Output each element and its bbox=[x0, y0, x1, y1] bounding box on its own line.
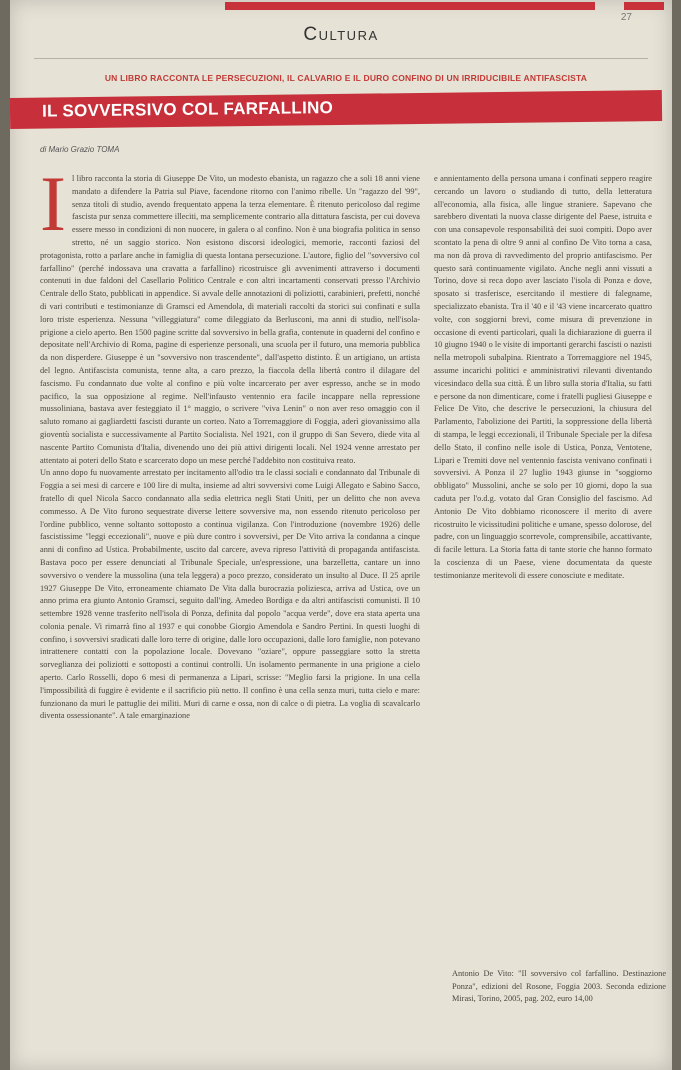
book-reference-note: Antonio De Vito: "Il sovversivo col farfallino. Destinazione Ponza", edizioni del Rosone, Foggia 2003. Seconda edizione Mirasi, Torino, 2005, pag. 202, euro 14,00 bbox=[452, 969, 666, 1004]
paragraph: Un anno dopo fu nuovamente arrestato per incitamento all'odio tra le classi sociali e condannato dal Tribunale di Foggia a sei mesi di carcere e 100 lire di multa, insieme ad altri sovversivi come Luigi Allegato e Sabino Sacco, fratello di quel Nicola Sacco condannato alla sedia elettrica negli Stati Uniti, per un delitto che non aveva commesso. A De Vito furono sequestrate diverse lettere sovversive ma, non essendo ritenuto pericoloso per l'ordine pubblico, venne soltanto sottoposto a continua vigilanza. Con l'introduzione (novembre 1926) delle fascistissime "leggi eccezionali", nuove e più dure contro i sovversivi, per De Vito arriva la condanna a cinque anni di confino ad Ustica. Probabilmente, uscito dal carcere, aveva ripreso l'attività di propaganda antifascista. Bastava poco per essere denunciati al Tribunale Speciale, un'espressione, una barzelletta, cantare un inno sovversivo o vendere la mussolina (una tela leggera) a poco prezzo, considerato un insulto al Duce. Il 25 aprile 1927 Giuseppe De Vito, erroneamente chiamato De Vita dalla burocrazia poliziesca, arriva ad Ustica, ove un anno prima era giunto Antonio Gramsci, seguito dall'ing. Amedeo Bordiga e da altri antifascisti comunisti. Il 10 settembre 1928 venne trasferito nell'isola di Ponza, definita dal popolo "acqua verde", dove era stata aperta una colonia penale. Vi rimarrà fino al 1937 e qui conobbe Giorgio Amendola e Sandro Pertini. In questi luoghi di confino, i sovversivi sradicati dalle loro terre di origine, dalle loro occupazioni, dalle loro famiglie, non potevano intrattenere contatti con la popolazione locale. Dovevano "oziare", oppure passeggiare sotto la stretta sorveglianza dei poliziotti e sottoposti a continui controlli. Un isolamento permanente in una prigione a cielo aperto. Carlo Rosselli, dopo 6 mesi di permanenza a Lipari, scrisse: "Meglio farsi la prigione. In una cella l'impossibilità di fuggire è evidente e il sacrificio più netto. Il confino è una cella senza muri, tutta cielo e mare: funzionano da muri le pattuglie dei militi. Muri di carne e ossa, non di calce o di pietra. La voglia di scavalcarlo diventa ossessionante". A tale emarginazione bbox=[40, 468, 420, 721]
header-divider bbox=[34, 58, 648, 59]
paragraph: e annientamento della persona umana i confinati seppero reagire cercando un lavoro o studiando di tutto, della letteratura all'economia, alla fisica, alle lingue straniere. Sapevano che sarebbero diventati la nuova classe dirigente del Paese, istruita e con una consapevole responsabilità dei suoi compiti. Dopo aver scontato la pena di oltre 9 anni al confino De Vito torna a casa, ma non dà prova di ravvedimento del proprio antifascismo. Per questo sarà continuamente vigilato. Anche negli anni vissuti a Torino, dove si reca dopo aver lasciato l'isola di Ponza e dove, sposato si trasferisce, esercitando il mestiere di falegname, specializzato ebanista. Tra il '40 e il '43 viene incarcerato quattro volte, con soggiorni brevi, come misura di prevenzione in occasione di eventi particolari, quali la dichiarazione di guerra il 10 giugno 1940 o le visite di importanti gerarchi fascisti o nazisti nella metropoli subalpina. Rientrato a Torremaggiore nel 1945, assume incarichi politici e amministrativi rilevanti diventando vicesindaco della sua città. È un libro sulla storia d'Italia, su fatti e persone da non dimenticare, come i fratelli pugliesi Giuseppe e Felice De Vito, che descrive le persecuzioni, la chiusura del Parlamento, l'abolizione dei Partiti, la soppressione della libertà di stampa, le leggi eccezionali, il Tribunale Speciale per la difesa dello Stato, il confino nelle isole di Ustica, Ponza, Ventotene, Lipari e Tremiti dove nel ventennio fascista venivano confinati i sovversivi. A Ponza il 27 luglio 1943 giunse in "soggiorno obbligato" Mussolini, anche se solo per 10 giorni, dopo la sua caduta per l'o.d.g. votato dal Gran Consiglio del fascismo. Ad Antonio De Vito dobbiamo riconoscere il merito di avere ricostruito le vicissitudini politiche e umane, spesso dolorose, del padre, con un linguaggio scorrevole, comprensibile, accattivante, di facile lettura. La Storia fatta di tante storie che hanno formato la coscienza di un Paese, viene documentata da queste testimonianze meritevoli di essere conosciute e meditate. bbox=[434, 174, 652, 580]
top-color-stripe bbox=[225, 2, 595, 10]
article-column-right bbox=[434, 173, 652, 773]
paragraph: l libro racconta la storia di Giuseppe De Vito, un modesto ebanista, un ragazzo che a soli 18 anni viene mandato a difendere la Patria sul Piave, facendone ritorno con l'animo ribelle. Un "ragazzo del '99", senza titoli di studio, avendo frequentato appena la terza elementare. È ritenuto pericoloso dal regime fascista pur senza commettere illeciti, ma semplicemente contrario alla dittatura fascista, per cui doveva essere messo in condizioni di non nuocere, in galera o al confino. Non è una biografia politica in senso stretto, né un saggio storico. Non esistono discorsi ideologici, memorie, racconti faziosi del protagonista, rotto a parlare anche in famiglia di questa lontana persecuzione. L'autore, figlio del "sovversivo col farfallino" (perché indossava una cravatta a farfallino) ricostruisce gli avvenimenti attraverso i documenti contenuti in due faldoni del Casellario Politico Centrale e con altri incartamenti conservati presso l'Archivio Centrale dello Stato, pubblicati in appendice. Si avvale delle annotazioni di poliziotti, carabinieri, prefetti, nonché di vari contributi e testimonianze di Gramsci ed Amendola, di materiali raccolti da storici sui confinati e sulla loro triste esperienza. Nessuna "villeggiatura" come dileggiato da Berlusconi, ma anni di studio, nell'isola-prigione a cielo aperto. Ben 1500 pagine scritte dal sovversivo in bella grafia, contenute in quaderni del confino e depositate nell'Archivio di Roma, pagine di esperienze personali, una scuola per il futuro, una memoria pubblica da non disperdere. Giuseppe è un "sovversivo non trascendente", dall'aspetto distinto. È un artigiano, un artista del legno. Antifascista comunista, tenne alta, a caro prezzo, la fiaccola della libertà contro il dilagare del fascismo. Fu condannato due volte al confino e più volte incarcerato per aver espresso, anche se in modo pacifico, la sua opposizione al regime. Nell'infausto ventennio era facile incappare nella repressione mussoliniana, bastava aver festeggiato il 1° maggio, o scrivere "viva Lenin" o non aver reso omaggio con il saluto romano ai gagliardetti fascisti durante un corteo. Nato a Torremaggiore di Foggia, aderì giovanissimo alla gioventù socialista e successivamente al Partito Socialista. Nel 1921, con il gruppo di San Severo, diede vita al nascente Partito Comunista d'Italia, divenendo uno dei più attivi dirigenti locali. Nel 1924 venne arrestato per attentato ai poteri dello Stato e scarcerato dopo un mese perché l'addebito non costituiva reato. bbox=[40, 174, 420, 465]
title-banner bbox=[10, 90, 662, 129]
magazine-page bbox=[10, 0, 672, 1070]
drop-cap: I bbox=[40, 173, 66, 247]
page-number: 27 bbox=[620, 12, 632, 23]
section-header: Cultura bbox=[303, 24, 379, 45]
article-kicker: UN LIBRO RACCONTA LE PERSECUZIONI, IL CALVARIO E IL DURO CONFINO DI UN IRRIDUCIBILE ANTIFASCISTA bbox=[104, 73, 588, 83]
article-title: IL SOVVERSIVO COL FARFALLINO bbox=[41, 98, 334, 121]
article-column-left bbox=[40, 173, 420, 1053]
article-byline: di Mario Grazio TOMA bbox=[40, 145, 120, 154]
top-color-stripe-right bbox=[624, 2, 664, 10]
